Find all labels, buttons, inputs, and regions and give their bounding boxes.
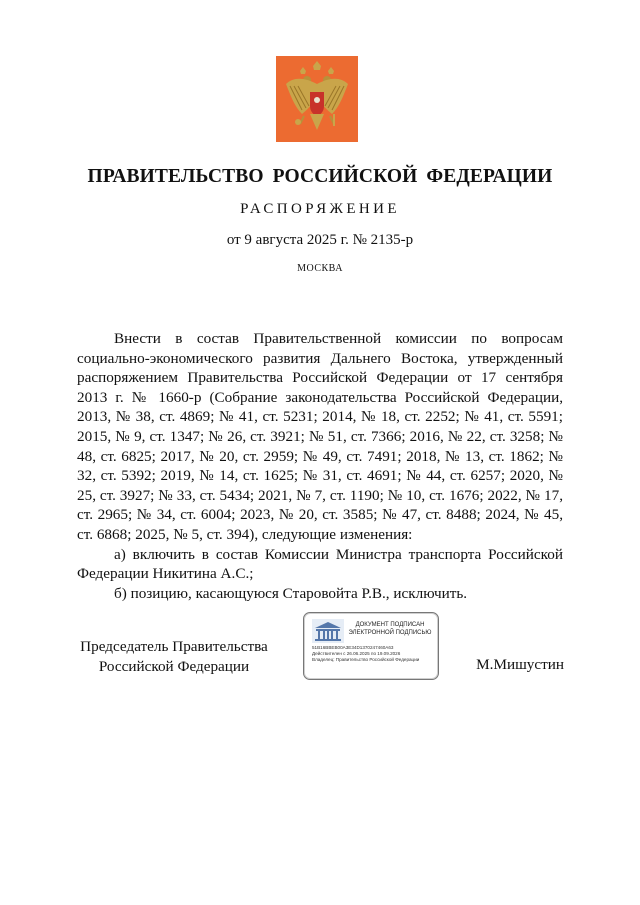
body-paragraph-a: а) включить в состав Комиссии Министра транспорта Российской Федерации Никитина А.С.; [77, 545, 563, 583]
body-paragraph-main: Внести в состав Правительственной комиссии по вопросам социально-экономического развития Дальнего Востока, утвержденный распоряжением Правительства Российской Федерации от 17 сентября 2013 г. № 1660-р (Собрание законодательства Российской Федерации, 2013, № 38, ст. 4869; № 41, ст. 5231; 2014, № 18, ст. 2252; № 41, ст. 5591; 2015, № 9, ст. 1347; № 26, ст. 3921; № 51, ст. 7366; 2016, № 22, ст. 3258; № 48, ст. 6825; 2017, № 20, ст. 2959; № 49, ст. 7491; 2018, № 13, ст. 1862; № 32, ст. 5392; 2019, № 14, ст. 1625; № 31, ст. 4691; № 44, ст. 6257; 2020, № 25, ст. 3927; № 33, ст. 5434; 2021, № 7, ст. 1190; № 10, ст. 1676; 2022, № 17, ст. 2965; № 34, ст. 6004; 2023, № 20, ст. 3585; № 47, ст. 8488; 2024, № 45, ст. 6868; 2025, № 5, ст. 394), следующие изменения: [77, 330, 563, 543]
stamp-certificate: 51B16BBEB00A3E34D1370247460A63 [312, 645, 394, 650]
signatory-position-line-1: Председатель Правительства [80, 638, 268, 655]
stamp-heading [346, 621, 434, 637]
stamp-heading-line-2: ЭЛЕКТРОННОЙ ПОДПИСЬЮ [348, 630, 432, 636]
document-type: РАСПОРЯЖЕНИЕ [240, 201, 400, 217]
stamp-details [312, 645, 436, 664]
body-paragraph-b: б) позицию, касающуюся Старовойта Р.В., исключить. [114, 584, 468, 602]
stamp-owner: Владелец: Правительство Российской Федерации [312, 657, 420, 663]
signatory-position [76, 637, 272, 677]
russian-coat-of-arms-icon [276, 56, 358, 142]
stamp-heading-line-1: ДОКУМЕНТ ПОДПИСАН [355, 622, 425, 628]
document-date-number: от 9 августа 2025 г. № 2135-р [226, 232, 414, 248]
electronic-signature-stamp [303, 612, 439, 680]
document-body [77, 329, 563, 603]
stamp-validity: Действителен с 26.06.2025 по 19.09.2026 [312, 651, 401, 657]
government-building-icon [312, 619, 344, 643]
government-title: ПРАВИТЕЛЬСТВО РОССИЙСКОЙ ФЕДЕРАЦИИ [87, 166, 553, 187]
signatory-name: М.Мишустин [476, 656, 564, 673]
document-city: МОСКВА [297, 263, 343, 274]
signatory-position-line-2: Российской Федерации [98, 658, 250, 675]
